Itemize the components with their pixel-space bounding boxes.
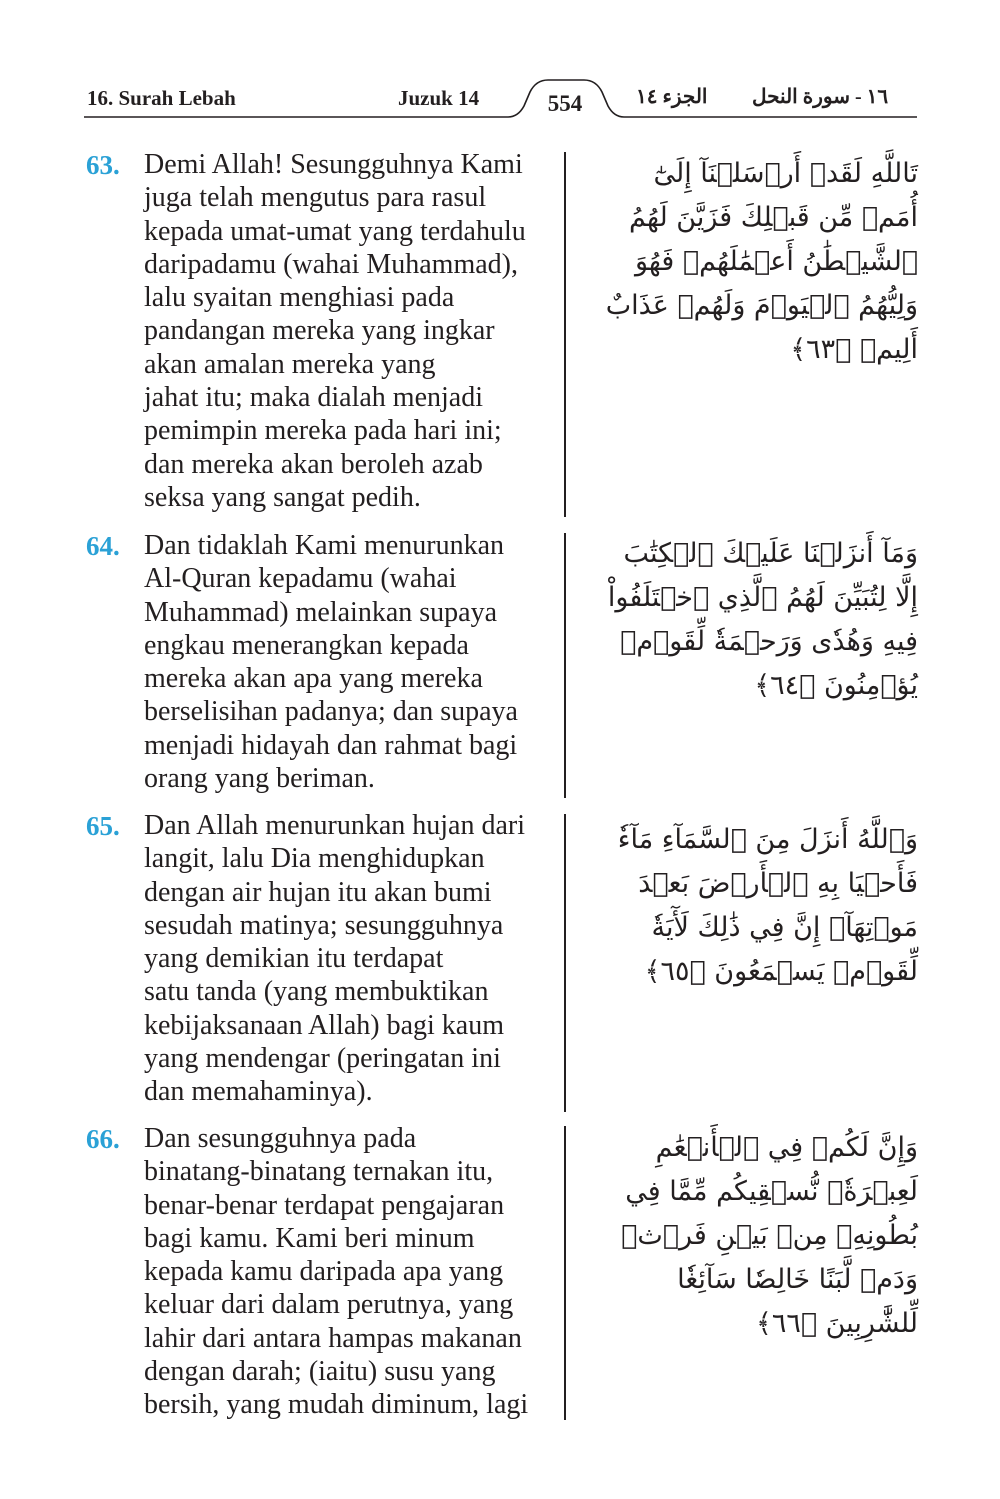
translation-line: mereka akan apa yang mereka	[144, 663, 483, 695]
translation-line: kepada kamu daripada apa yang	[144, 1256, 504, 1288]
translation-line: bagi kamu. Kami beri minum	[144, 1222, 475, 1254]
translation-line: pemimpin mereka pada hari ini;	[144, 415, 502, 447]
translation-line: seksa yang sangat pedih.	[144, 481, 421, 513]
translation-line: Dan sesungguhnya pada	[144, 1123, 417, 1154]
translation-line: engkau menerangkan kepada	[144, 629, 469, 661]
translation-line: lalu syaitan menghiasi pada	[144, 282, 455, 314]
translation-line: kebijaksanaan Allah) bagi kaum	[144, 1009, 504, 1041]
translation-line: Dan Allah menurunkan hujan dari	[144, 810, 526, 841]
translation-line: akan amalan mereka yang	[144, 348, 436, 380]
translation-line: juga telah mengutus para rasul	[144, 182, 487, 214]
column-divider	[564, 1126, 566, 1420]
translation-line: dan memahaminya).	[144, 1076, 373, 1108]
translation-line: Demi Allah! Sesungguhnya Kami	[144, 149, 523, 180]
translation-line: yang mendengar (peringatan ini	[144, 1043, 501, 1075]
translation-line: sesudah matinya; sesungguhnya	[144, 909, 504, 941]
verse-arabic: وَمَآ أَنزَلۡنَا عَلَيۡكَ ٱلۡكِتَٰبَ إِلَّا لِتُبَيِّنَ لَهُمُ ٱلَّذِي ٱخۡتَلَفُواْ فِيهِ وَهُدٗى وَرَحۡمَةٗ لِّقَوۡمٖ يُؤۡمِنُونَ ﴿٦٤﴾	[607, 538, 918, 701]
translation-line: Muhammad) melainkan supaya	[144, 596, 498, 628]
translation-line: langit, lalu Dia menghidupkan	[144, 843, 485, 875]
juz-arabic: الجزء ١٤	[636, 86, 708, 108]
translation-line: daripadamu (wahai Muhammad),	[144, 248, 518, 280]
verse-number: 66.	[86, 1124, 120, 1154]
header-rule	[0, 0, 1000, 130]
surah-arabic-title: ١٦ - سورة النحل	[752, 86, 889, 108]
verse-number: 64.	[86, 531, 120, 561]
translation-line: berselisihan padanya; dan supaya	[144, 696, 518, 728]
translation-line: Al-Quran kepadamu (wahai	[144, 563, 457, 595]
translation-line: kepada umat-umat yang terdahulu	[144, 215, 526, 247]
verse-translation	[144, 809, 562, 1109]
translation-line: binatang-binatang ternakan itu,	[144, 1156, 494, 1188]
translation-line: Dan tidaklah Kami menurunkan	[144, 530, 505, 561]
page-header	[0, 0, 1000, 130]
translation-line: satu tanda (yang membuktikan	[144, 976, 489, 1008]
verse-arabic: تَاللَّهِ لَقَدۡ أَرۡسَلۡنَآ إِلَىٰٓ أُمَمٖ مِّن قَبۡلِكَ فَزَيَّنَ لَهُمُ ٱلشَّيۡطَٰنُ أَعۡمَٰلَهُمۡ فَهُوَ وَلِيُّهُمُ ٱلۡيَوۡمَ وَلَهُمۡ عَذَابٌ أَلِيمٞ ﴿٦٣﴾	[605, 158, 918, 365]
translation-line: pandangan mereka yang ingkar	[144, 315, 495, 347]
verse-translation	[144, 148, 562, 514]
translation-line: menjadi hidayah dan rahmat bagi	[144, 729, 518, 761]
verse-arabic: وَإِنَّ لَكُمۡ فِي ٱلۡأَنۡعَٰمِ لَعِبۡرَةٗۖ نُّسۡقِيكُم مِّمَّا فِي بُطُونِهِۦ مِنۢ بَيۡنِ فَرۡثٖ وَدَمٖ لَّبَنًا خَالِصٗا سَآئِغٗا لِّلشَّٰرِبِينَ ﴿٦٦﴾	[621, 1132, 918, 1339]
translation-line: benar-benar terdapat pengajaran	[144, 1189, 505, 1221]
page-number: 554	[547, 91, 583, 116]
juzuk-label: Juzuk 14	[398, 86, 480, 110]
column-divider	[564, 152, 566, 517]
translation-line: dengan air hujan itu akan bumi	[144, 876, 492, 908]
translation-line: dan mereka akan beroleh azab	[144, 448, 483, 480]
translation-line: bersih, yang mudah diminum, lagi	[144, 1389, 529, 1421]
translation-line: jahat itu; maka dialah menjadi	[144, 382, 483, 414]
verse-number: 63.	[86, 150, 120, 180]
translation-line: lahir dari antara hampas makanan	[144, 1322, 522, 1354]
verse-arabic: وَٱللَّهُ أَنزَلَ مِنَ ٱلسَّمَآءِ مَآءٗ فَأَحۡيَا بِهِ ٱلۡأَرۡضَ بَعۡدَ مَوۡتِهَآۚ إِنَّ فِي ذَٰلِكَ لَأٓيَةٗ لِّقَوۡمٖ يَسۡمَعُونَ ﴿٦٥﴾	[617, 824, 918, 987]
translation-line: dengan darah; (iaitu) susu yang	[144, 1356, 496, 1388]
verse-translation	[144, 529, 562, 795]
verse-number: 65.	[86, 811, 120, 841]
verse-translation	[144, 1122, 562, 1422]
surah-latin-title: 16. Surah Lebah	[87, 86, 236, 110]
column-divider	[564, 814, 566, 1112]
translation-line: orang yang beriman.	[144, 763, 375, 795]
column-divider	[564, 533, 566, 798]
translation-line: keluar dari dalam perutnya, yang	[144, 1289, 514, 1321]
translation-line: yang demikian itu terdapat	[144, 943, 444, 975]
